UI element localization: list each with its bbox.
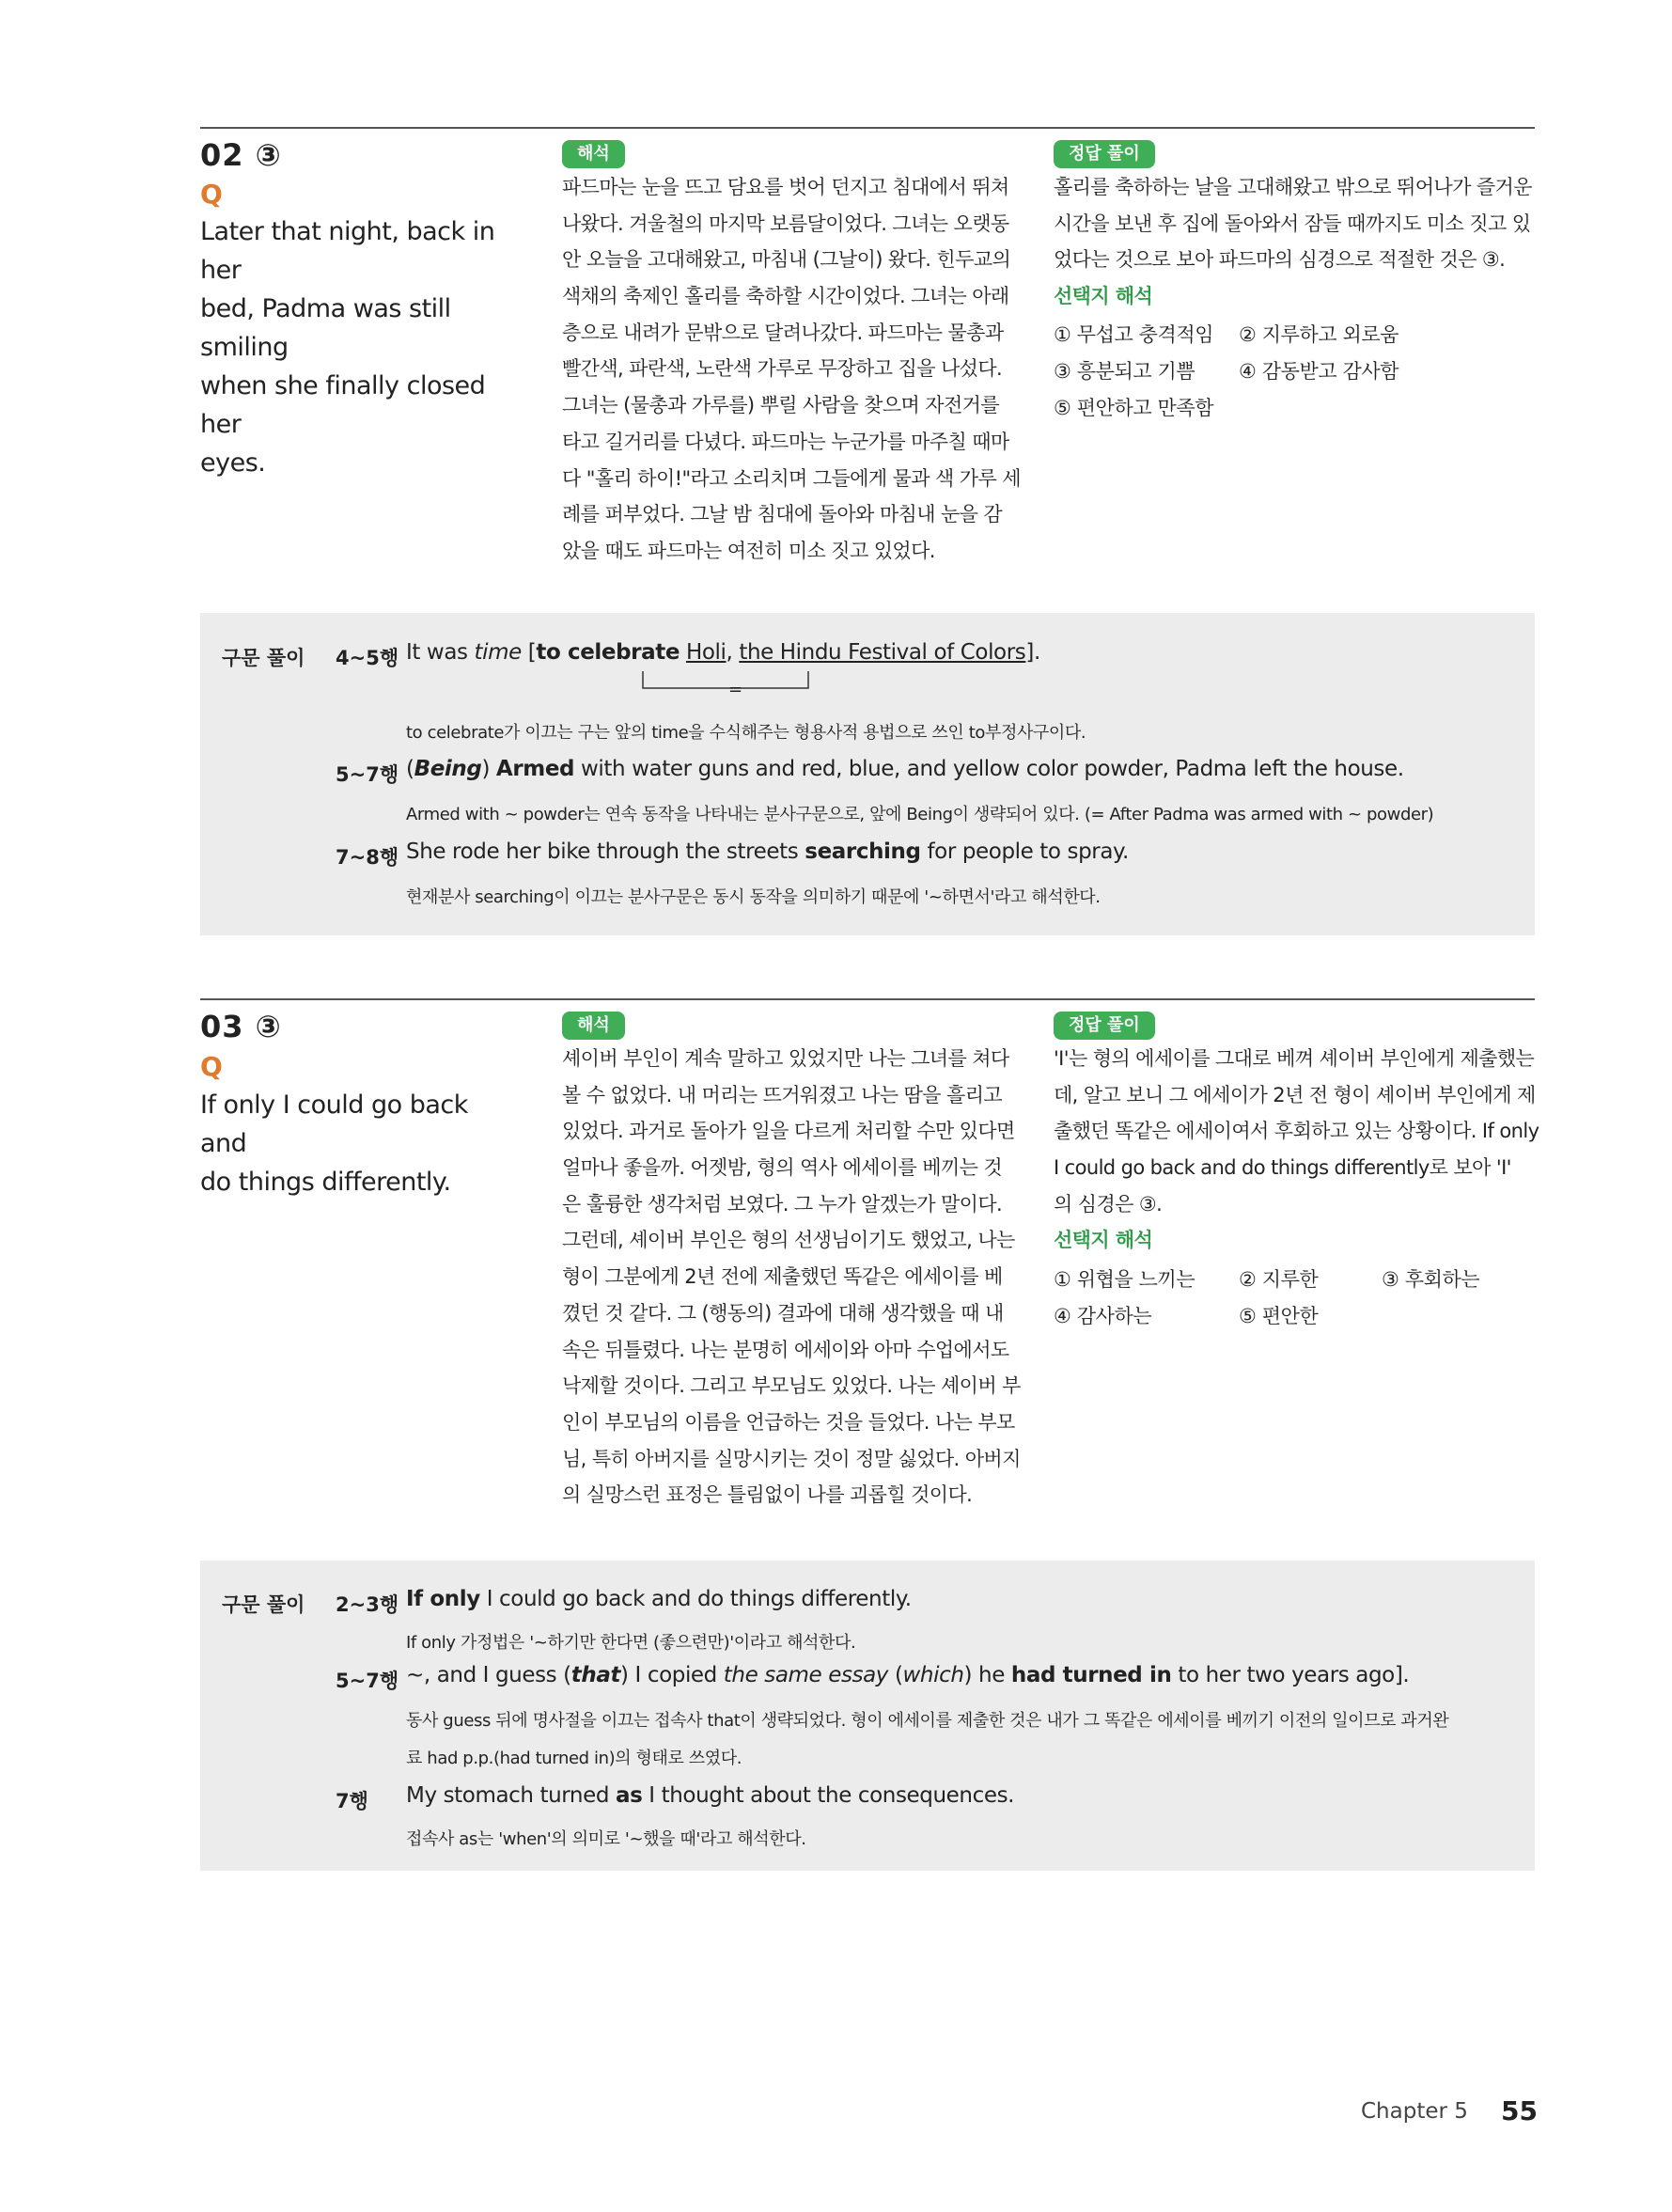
sentence-part: the Hindu Festival of Colors (739, 640, 1026, 665)
question-line: bed, Padma was still smiling (200, 294, 451, 362)
translation-text-02 (562, 169, 1021, 570)
grammar-title-03: 구문 풀이 (222, 1593, 305, 1616)
translation-line: 의 실망스런 표정은 틀림없이 나를 괴롭힐 것이다. (562, 1483, 973, 1507)
translation-line: 았을 때도 파드마는 여전히 미소 짓고 있었다. (562, 539, 935, 562)
answer-line: 'I'는 형의 에세이를 그대로 베껴 셰이버 부인에게 제출했는 (1054, 1047, 1535, 1070)
translation-line: 있었다. 과거로 돌아가 일을 다르게 처리할 수만 있다면 (562, 1120, 1015, 1143)
grammar-line-ref: 5~7행 (336, 763, 399, 786)
grammar-explanation: 료 had p.p.(had turned in)의 형태로 쓰였다. (406, 1749, 742, 1768)
sentence-part: If only (406, 1587, 480, 1611)
answer-text-03 (1054, 1041, 1539, 1259)
translation-line: 파드마는 눈을 뜨고 담요를 벗어 던지고 침대에서 뛰쳐 (562, 176, 1009, 198)
grammar-sentence (406, 1663, 1409, 1687)
sentence-part: ) (481, 757, 496, 781)
sentence-part: ) I copied (620, 1663, 724, 1687)
translation-line: 빨간색, 파란색, 노란색 가루로 무장하고 집을 나섰다. (562, 357, 1003, 381)
translation-line: 낙제할 것이다. 그리고 부모님도 있었다. 나는 셰이버 부 (562, 1374, 1021, 1398)
choice-1: ① 무섭고 충격적임 (1054, 323, 1214, 346)
grammar-explanation: 접속사 as는 'when'의 의미로 '~했을 때'라고 해석한다. (406, 1829, 806, 1849)
answer-line: 홀리를 축하하는 날을 고대해왔고 밖으로 뛰어나가 즐거운 (1054, 176, 1532, 198)
translation-line: 다 "홀리 하이!"라고 소리치며 그들에게 물과 색 가루 세 (562, 466, 1021, 490)
answer-line: 데, 알고 보니 그 에세이가 2년 전 형이 셰이버 부인에게 제 (1054, 1083, 1536, 1106)
choice-5: ⑤ 편안하고 만족함 (1054, 397, 1214, 419)
translation-line: 속은 뒤틀렸다. 나는 분명히 에세이와 아마 수업에서도 (562, 1338, 1009, 1361)
footer-page-number: 55 (1501, 2095, 1538, 2126)
question-line: Later that night, back in her (200, 217, 495, 285)
sentence-part: to celebrate (536, 640, 680, 665)
choice-3: ③ 흥분되고 기쁨 (1054, 360, 1195, 383)
translation-line: 얼마나 좋을까. 어젯밤, 형의 역사 에세이를 베끼는 것 (562, 1156, 1003, 1180)
grammar-sentence (406, 1783, 1014, 1808)
choice-2: ② 지루하고 외로움 (1239, 323, 1399, 346)
section-number-02: 02 ③ (200, 137, 282, 173)
sentence-part: for people to spray. (920, 839, 1129, 864)
translation-line: 셰이버 부인이 계속 말하고 있었지만 나는 그녀를 쳐다 (562, 1047, 1009, 1070)
question-text-02 (200, 212, 520, 482)
translation-line: 볼 수 없었다. 내 머리는 뜨거워졌고 나는 땀을 흘리고 (562, 1083, 1003, 1106)
sentence-part: with water guns and red, blue, and yellow color powder, Padma left the house. (574, 757, 1404, 781)
grammar-line-ref: 7~8행 (336, 846, 399, 869)
sentence-part: the same essay (723, 1663, 889, 1687)
grammar-line-ref: 2~3행 (336, 1593, 399, 1616)
sentence-part: It was (406, 640, 475, 665)
grammar-sentence (406, 1587, 912, 1611)
choice-4: ④ 감사하는 (1054, 1305, 1152, 1327)
answer-line: 시간을 보낸 후 집에 돌아와서 잠들 때까지도 미소 짓고 있 (1054, 212, 1531, 235)
sentence-part: that (570, 1663, 621, 1687)
translation-line: 인이 부모님의 이름을 언급하는 것을 들었다. 나는 부모 (562, 1410, 1015, 1434)
grammar-line-ref: 7행 (336, 1790, 368, 1812)
question-mark-03: Q (200, 1051, 223, 1082)
translation-line: 색채의 축제인 홀리를 축하할 시간이었다. 그녀는 아래 (562, 285, 1009, 308)
sentence-part: [ (521, 640, 537, 665)
sentence-part: had turned in (1010, 1663, 1172, 1687)
answer-badge-03: 정답 풀이 (1054, 1012, 1155, 1040)
question-line: eyes. (200, 448, 266, 478)
footer-chapter: Chapter 5 (1361, 2099, 1468, 2124)
translation-text-03 (562, 1041, 1021, 1514)
sentence-part: searching (805, 839, 921, 864)
grammar-explanation: If only 가정법은 '~하기만 한다면 (좋으련만)'이라고 해석한다. (406, 1633, 856, 1653)
sentence-part: , (726, 640, 740, 665)
question-line: when she finally closed her (200, 371, 486, 439)
answer-line: 의 심경은 ③. (1054, 1192, 1163, 1216)
question-line: do things differently. (200, 1168, 451, 1197)
translation-line: 님, 특히 아버지를 실망시키는 것이 정말 싫었다. 아버지 (562, 1447, 1021, 1470)
grammar-line-ref: 5~7행 (336, 1670, 399, 1692)
sentence-part: She rode her bike through the streets (406, 839, 805, 864)
translation-badge-03: 해석 (562, 1012, 625, 1040)
choices-title: 선택지 해석 (1054, 1229, 1153, 1252)
choice-1: ① 위협을 느끼는 (1054, 1268, 1195, 1291)
translation-line: 그녀는 (물총과 가루를) 뿌릴 사람을 찾으며 자전거를 (562, 394, 1000, 417)
grammar-line-ref: 4~5행 (336, 647, 399, 669)
translation-line: 꼈던 것 같다. 그 (행동의) 결과에 대해 생각했을 때 내 (562, 1301, 1004, 1325)
choice-5: ⑤ 편안한 (1239, 1305, 1319, 1327)
choice-2: ② 지루한 (1239, 1268, 1319, 1291)
sentence-part: ~, and I guess ( (406, 1663, 571, 1687)
sentence-part: which (902, 1663, 964, 1687)
grammar-title-02: 구문 풀이 (222, 647, 305, 669)
section-number-03: 03 ③ (200, 1009, 282, 1044)
translation-line: 례를 퍼부었다. 그날 밤 침대에 돌아와 마침내 눈을 감 (562, 503, 1003, 526)
question-text-03 (200, 1086, 520, 1201)
sentence-part: Holi (685, 640, 727, 665)
choice-3: ③ 후회하는 (1382, 1268, 1480, 1291)
grammar-explanation: 현재분사 searching이 이끄는 분사구문은 동시 동작을 의미하기 때문에 '~하면서'라고 해석한다. (406, 887, 1101, 907)
sentence-part: ( (406, 757, 414, 781)
sentence-part: My stomach turned (406, 1783, 616, 1808)
equal-sign: = (728, 680, 743, 699)
grammar-sentence (406, 757, 1404, 781)
grammar-sentence (406, 839, 1129, 864)
section-rule-02 (200, 127, 1535, 129)
question-mark-02: Q (200, 179, 223, 210)
answer-line: I could go back and do things differently로 보아 'I' (1054, 1156, 1511, 1180)
sentence-part: I could go back and do things differently. (479, 1587, 912, 1611)
sentence-part: ) he (963, 1663, 1011, 1687)
choice-4: ④ 감동받고 감사함 (1239, 360, 1399, 383)
choices-title: 선택지 해석 (1054, 285, 1153, 308)
sentence-part: to her two years ago]. (1171, 1663, 1410, 1687)
translation-line: 안 오늘을 고대해왔고, 마침내 (그날이) 왔다. 힌두교의 (562, 248, 1011, 272)
translation-line: 그런데, 셰이버 부인은 형의 선생님이기도 했었고, 나는 (562, 1229, 1015, 1252)
answer-line: 출했던 똑같은 에세이여서 후회하고 있는 상황이다. If only (1054, 1120, 1539, 1143)
grammar-explanation: 동사 guess 뒤에 명사절을 이끄는 접속사 that이 생략되었다. 형이 에세이를 제출한 것은 내가 그 똑같은 에세이를 베끼기 이전의 일이므로 과거완 (406, 1711, 1449, 1731)
translation-badge-02: 해석 (562, 140, 625, 168)
grammar-sentence (406, 640, 1040, 665)
sentence-part: I thought about the consequences. (642, 1783, 1015, 1808)
translation-line: 형이 그분에게 2년 전에 제출했던 똑같은 에세이를 베 (562, 1265, 1003, 1289)
sentence-part: ]. (1025, 640, 1040, 665)
sentence-part: ( (888, 1663, 903, 1687)
section-rule-03 (200, 998, 1535, 1000)
answer-text-02 (1054, 169, 1532, 315)
grammar-explanation: to celebrate가 이끄는 구는 앞의 time을 수식해주는 형용사적 용법으로 쓰인 to부정사구이다. (406, 723, 1086, 743)
grammar-explanation: Armed with ~ powder는 연속 동작을 나타내는 분사구문으로, 앞에 Being이 생략되어 있다. (= After Padma was armed with ~ powder) (406, 805, 1434, 824)
answer-line: 었다는 것으로 보아 파드마의 심경으로 적절한 것은 ③. (1054, 248, 1506, 272)
sentence-part: time (474, 640, 522, 665)
question-line: If only I could go back and (200, 1090, 468, 1158)
sentence-part: Armed (495, 757, 575, 781)
translation-line: 나왔다. 겨울철의 마지막 보름달이었다. 그녀는 오랫동 (562, 212, 1009, 235)
sentence-part: as (615, 1783, 643, 1808)
sentence-part (680, 640, 686, 665)
translation-line: 은 훌륭한 생각처럼 보였다. 그 누가 알겠는가 말이다. (562, 1192, 1003, 1216)
translation-line: 타고 길거리를 다녔다. 파드마는 누군가를 마주칠 때마 (562, 430, 1009, 453)
sentence-part: Being (414, 757, 482, 781)
answer-badge-02: 정답 풀이 (1054, 140, 1155, 168)
translation-line: 층으로 내려가 문밖으로 달려나갔다. 파드마는 물총과 (562, 321, 1004, 344)
